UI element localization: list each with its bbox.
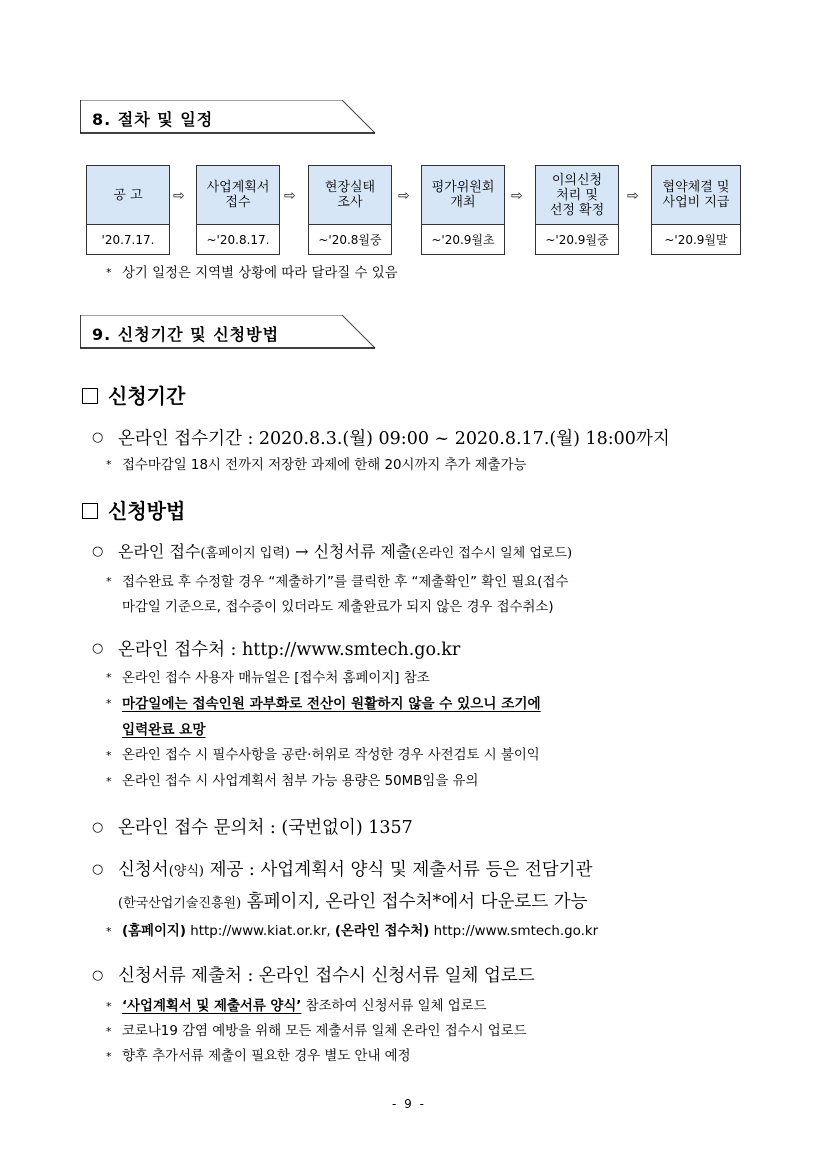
arrow-icon: ⇨ xyxy=(511,188,523,204)
step-date: ~'20.9월초 xyxy=(431,233,495,247)
star-bullet: * xyxy=(106,775,112,788)
arrow-icon: ⇨ xyxy=(398,188,410,204)
period-heading: 신청기간 xyxy=(82,380,185,409)
step-announce xyxy=(86,165,170,255)
section-9-title: 9. 신청기간 및 신청방법 xyxy=(92,325,280,344)
page-number: - 9 - xyxy=(392,1097,426,1111)
circle-bullet: ○ xyxy=(92,430,104,445)
schedule-note: 상기 일정은 지역별 상황에 따라 달라질 수 있음 xyxy=(122,266,398,281)
step-date: ~'20.9월중 xyxy=(545,233,609,247)
step-committee xyxy=(421,165,505,255)
form-provision-line1: 신청서(양식) 제공 : 사업계획서 양식 및 제출서류 등은 전담기관 xyxy=(118,860,593,880)
star-bullet: * xyxy=(106,1050,112,1063)
star-bullet: * xyxy=(106,266,112,279)
circle-bullet: ○ xyxy=(92,641,104,656)
step-date: ~'20.9월말 xyxy=(664,233,728,247)
step-label: 협약체결 및 사업비 지급 xyxy=(652,166,740,225)
inquiry-contact: 온라인 접수 문의처 : (국번없이) 1357 xyxy=(118,818,413,838)
circle-bullet: ○ xyxy=(92,544,104,559)
star-bullet: * xyxy=(106,458,112,471)
arrow-icon: ⇨ xyxy=(284,188,296,204)
checkbox-square-icon xyxy=(82,388,98,404)
section-9-header xyxy=(80,315,376,349)
circle-bullet: ○ xyxy=(92,820,104,835)
section-8-header xyxy=(80,100,376,134)
star-bullet: * xyxy=(106,671,112,684)
step-site-survey xyxy=(308,165,392,255)
arrow-icon: ⇨ xyxy=(627,188,639,204)
star-bullet: * xyxy=(106,1000,112,1013)
checkbox-square-icon xyxy=(82,503,98,519)
star-bullet: * xyxy=(106,1025,112,1038)
method-heading: 신청방법 xyxy=(82,495,185,524)
submit-note-line2: 마감일 기준으로, 접수증이 있더라도 제출완료가 되지 않은 경우 접수취소) xyxy=(122,600,554,615)
required-field-note: 온라인 접수 시 필수사항을 공란·허위로 작성한 경우 사전검토 시 불이익 xyxy=(122,748,540,763)
arrow-icon: ⇨ xyxy=(173,188,185,204)
submit-note-line1: 접수완료 후 수정할 경우 “제출하기”를 클릭한 후 “제출확인” 확인 필요(접수 xyxy=(122,575,569,590)
step-plan-submit xyxy=(196,165,280,255)
capacity-note: 온라인 접수 시 사업계획서 첨부 가능 용량은 50MB임을 유의 xyxy=(122,774,479,789)
form-provision-line2: (한국산업기술진흥원) 홈페이지, 온라인 접수처*에서 다운로드 가능 xyxy=(118,892,588,912)
step-label: 현장실태 조사 xyxy=(309,166,391,225)
step-label: 공 고 xyxy=(87,166,169,225)
star-bullet: * xyxy=(106,749,112,762)
step-label: 이의신청 처리 및 선정 확정 xyxy=(536,166,618,225)
circle-bullet: ○ xyxy=(92,968,104,983)
covid-note: 코로나19 감염 예방을 위해 모든 제출서류 일체 온라인 접수시 업로드 xyxy=(122,1024,527,1039)
step-date: ~'20.8.17. xyxy=(206,232,270,247)
kiat-link[interactable]: http://www.kiat.or.kr, xyxy=(190,924,331,939)
period-note: 접수마감일 18시 전까지 저장한 과제에 한해 20시까지 추가 제출가능 xyxy=(122,458,527,473)
forms-reference-note: ‘사업계획서 및 제출서류 양식’ 참조하여 신청서류 일체 업로드 xyxy=(122,999,487,1014)
step-date: '20.7.17. xyxy=(101,232,155,247)
download-links: (홈페이지) http://www.kiat.or.kr, (온라인 접수처) http://www.smtech.go.kr xyxy=(122,924,599,939)
step-agreement xyxy=(651,165,741,255)
manual-note: 온라인 접수 사용자 매뉴얼은 [접수처 홈페이지] 참조 xyxy=(122,671,430,686)
deadline-warning-line1: 마감일에는 접속인원 과부화로 전산이 원활하지 않을 수 있으니 조기에 xyxy=(122,696,541,712)
star-bullet: * xyxy=(106,575,112,588)
online-portal: 온라인 접수처 : http://www.smtech.go.kr xyxy=(118,640,461,660)
step-label: 사업계획서 접수 xyxy=(197,166,279,225)
step-date: ~'20.8월중 xyxy=(318,233,382,247)
deadline-warning-line2: 입력완료 요망 xyxy=(122,722,206,738)
star-bullet: * xyxy=(106,925,112,938)
additional-docs-note: 향후 추가서류 제출이 필요한 경우 별도 안내 예정 xyxy=(122,1049,411,1064)
step-label: 평가위원회 개최 xyxy=(422,166,504,225)
method-item-online: 온라인 접수(홈페이지 입력) → 신청서류 제출(온라인 접수시 일체 업로드) xyxy=(118,542,573,561)
circle-bullet: ○ xyxy=(92,862,104,877)
section-8-title: 8. 절차 및 일정 xyxy=(92,110,214,129)
star-bullet: * xyxy=(106,697,112,710)
submission-place: 신청서류 제출처 : 온라인 접수시 신청서류 일체 업로드 xyxy=(118,966,535,986)
online-period: 온라인 접수기간 : 2020.8.3.(월) 09:00 ~ 2020.8.17.(월) 18:00까지 xyxy=(118,429,670,449)
smtech-link[interactable]: http://www.smtech.go.kr xyxy=(433,924,599,939)
step-objection xyxy=(535,165,619,255)
